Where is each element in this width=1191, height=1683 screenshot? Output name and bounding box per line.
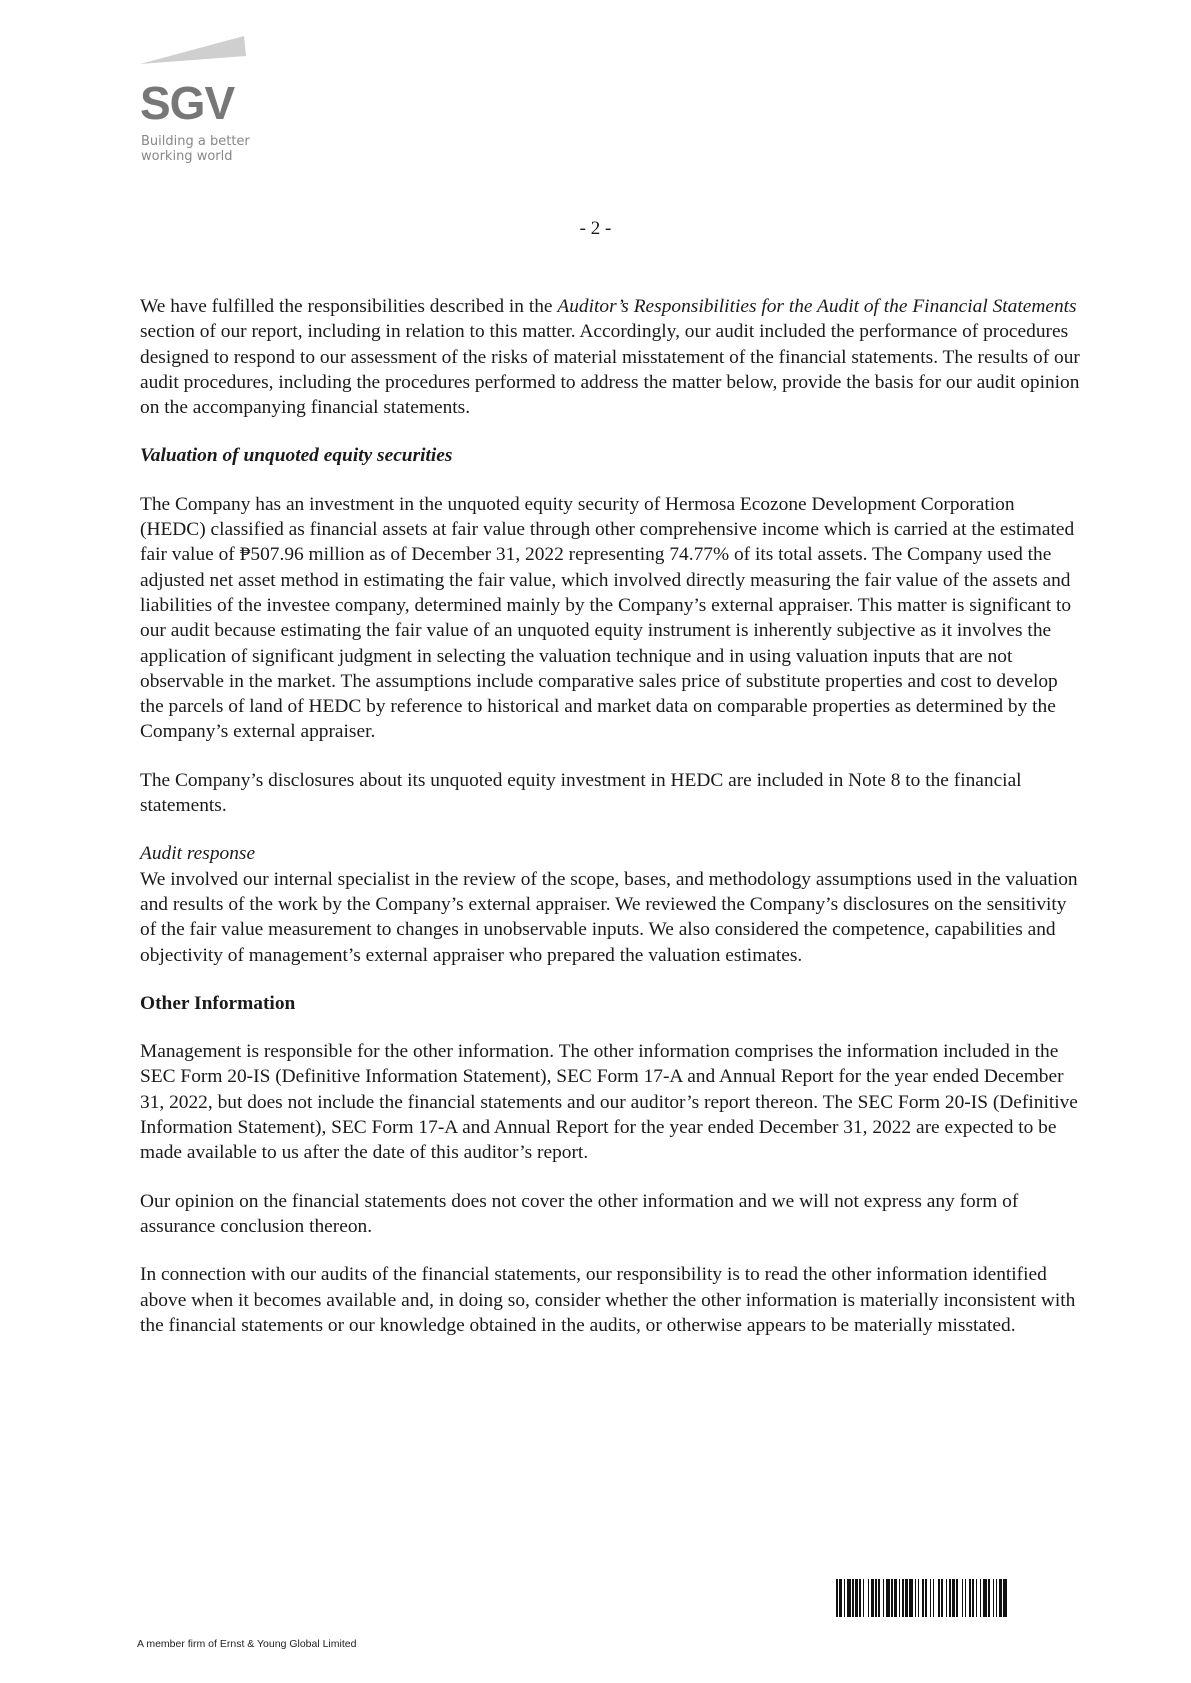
barcode-bar	[902, 1579, 904, 1617]
barcode-bar	[930, 1579, 931, 1617]
barcode-bar	[891, 1579, 893, 1617]
barcode-bar	[875, 1579, 877, 1617]
barcode-bar	[946, 1579, 947, 1617]
barcode-bar	[855, 1579, 858, 1617]
logo-tagline-line1: Building a better	[141, 134, 250, 149]
barcode-bar	[962, 1579, 963, 1617]
footer-text: A member firm of Ernst & Young Global Limited	[137, 1638, 357, 1650]
barcode-bar	[905, 1579, 908, 1617]
valuation-paragraph-1: The Company has an investment in the unquoted equity security of Hermosa Ecozone Development Corporation (HEDC) classified as financial assets at fair value through other comprehensive income which is carried at the estimated fair value of ₱507.96 million as of December 31, 2022 representing 74.77% of its total assets. The Company used the adjusted net asset method in estimating the fair value, which involved directly measuring the fair value of the assets and liabilities of the investee company, determined mainly by the Company’s external appraiser. This matter is significant to our audit because estimating the fair value of an unquoted equity instrument is inherently subjective as it involves the application of significant judgment in selecting the valuation technique and in using valuation inputs that are not observable in the market. The assumptions include comparative sales price of substitute properties and cost to develop the parcels of land of HEDC by reference to historical and market data on comparable properties as determined by the Company’s external appraiser.	[140, 493, 1075, 743]
barcode-bar	[922, 1579, 924, 1617]
barcode-bar	[883, 1579, 884, 1617]
intro-text-before: We have fulfilled the responsibilities described in the	[140, 296, 558, 317]
barcode-bar	[915, 1579, 916, 1617]
logo-beam-icon	[140, 36, 250, 64]
barcode-bar	[1003, 1579, 1007, 1617]
barcode-bar	[983, 1579, 987, 1617]
logo-wordmark: SGV	[140, 77, 235, 129]
barcode-bar	[859, 1579, 861, 1617]
barcode-bar	[839, 1579, 842, 1617]
valuation-heading: Valuation of unquoted equity securities	[140, 445, 453, 467]
barcode-bar	[878, 1579, 880, 1617]
barcode-bar	[868, 1579, 869, 1617]
barcode-bar	[956, 1579, 958, 1617]
other-information-heading: Other Information	[140, 992, 296, 1014]
barcode-bar	[941, 1579, 943, 1617]
barcode-icon	[836, 1579, 1080, 1617]
barcode-bar	[993, 1579, 994, 1617]
audit-response-label: Audit response	[140, 843, 256, 865]
logo-tagline	[141, 134, 250, 164]
barcode-bar	[972, 1579, 974, 1617]
barcode-bar	[976, 1579, 977, 1617]
page-number: - 2 -	[579, 218, 612, 239]
barcode-bar	[847, 1579, 851, 1617]
intro-paragraph	[140, 294, 1080, 420]
barcode-bar	[871, 1579, 874, 1617]
barcode-bar	[894, 1579, 897, 1617]
logo-tagline-line2: working world	[141, 149, 233, 164]
barcode-bar	[899, 1579, 900, 1617]
barcode-bar	[918, 1579, 919, 1617]
barcode-bar	[952, 1579, 955, 1617]
sgv-logo	[140, 36, 270, 176]
other-information-paragraph-2: Our opinion on the financial statements does not cover the other information and we will not express any form of assurance conclusion thereon.	[140, 1190, 1019, 1237]
barcode-bar	[949, 1579, 951, 1617]
barcode-bar	[909, 1579, 913, 1617]
barcode-bar	[969, 1579, 971, 1617]
intro-italic-reference: Auditor’s Responsibilities for the Audit of the Financial Statements	[557, 296, 1077, 317]
report-body	[140, 294, 1080, 1361]
valuation-paragraph-2: The Company’s disclosures about its unquoted equity investment in HEDC are included in Note 8 to the financial statements.	[140, 769, 1022, 817]
audit-response-section	[140, 841, 1080, 967]
barcode-bar	[886, 1579, 890, 1617]
barcode-bar	[996, 1579, 997, 1617]
barcode-bar	[938, 1579, 940, 1617]
audit-response-text: We involved our internal specialist in the review of the scope, bases, and methodology assumptions used in the valuation and results of the work by the Company’s external appraiser. We reviewed the Company’s disclosures on the sensitivity of the fair value measurement to changes in unobservable inputs. We also considered the competence, capabilities and objectivity of management’s external appraiser who prepared the valuation estimates.	[140, 868, 1078, 966]
barcode-bar	[999, 1579, 1002, 1617]
other-information-paragraph-3: In connection with our audits of the financial statements, our responsibility is to read the other information identified above when it becomes available and, in doing so, consider whether the other information is materially inconsistent with the financial statements or our knowledge obtained in the audits, or otherwise appears to be materially misstated.	[140, 1264, 1076, 1336]
barcode-bar	[844, 1579, 845, 1617]
intro-text-after: section of our report, including in relation to this matter. Accordingly, our audit included the performance of procedures designed to respond to our assessment of the risks of material misstatement of the financial statements. The results of our audit procedures, including the procedures performed to address the matter below, provide the basis for our audit opinion on the accompanying financial statements.	[140, 321, 1080, 419]
barcode-bar	[925, 1579, 927, 1617]
other-information-paragraph-1: Management is responsible for the other information. The other information comprises the information included in the SEC Form 20-IS (Definitive Information Statement), SEC Form 17-A and Annual Report for the year ended December 31, 2022, but does not include the financial statements and our auditor’s report thereon. The SEC Form 20-IS (Definitive Information Statement), SEC Form 17-A and Annual Report for the year ended December 31, 2022 are expected to be made available to us after the date of this auditor’s report.	[140, 1041, 1078, 1164]
barcode-bar	[933, 1579, 934, 1617]
barcode-bar	[988, 1579, 990, 1617]
barcode-bar	[965, 1579, 966, 1617]
barcode-bar	[980, 1579, 981, 1617]
barcode-bar	[836, 1579, 838, 1617]
barcode-bar	[852, 1579, 854, 1617]
barcode-bar	[863, 1579, 864, 1617]
